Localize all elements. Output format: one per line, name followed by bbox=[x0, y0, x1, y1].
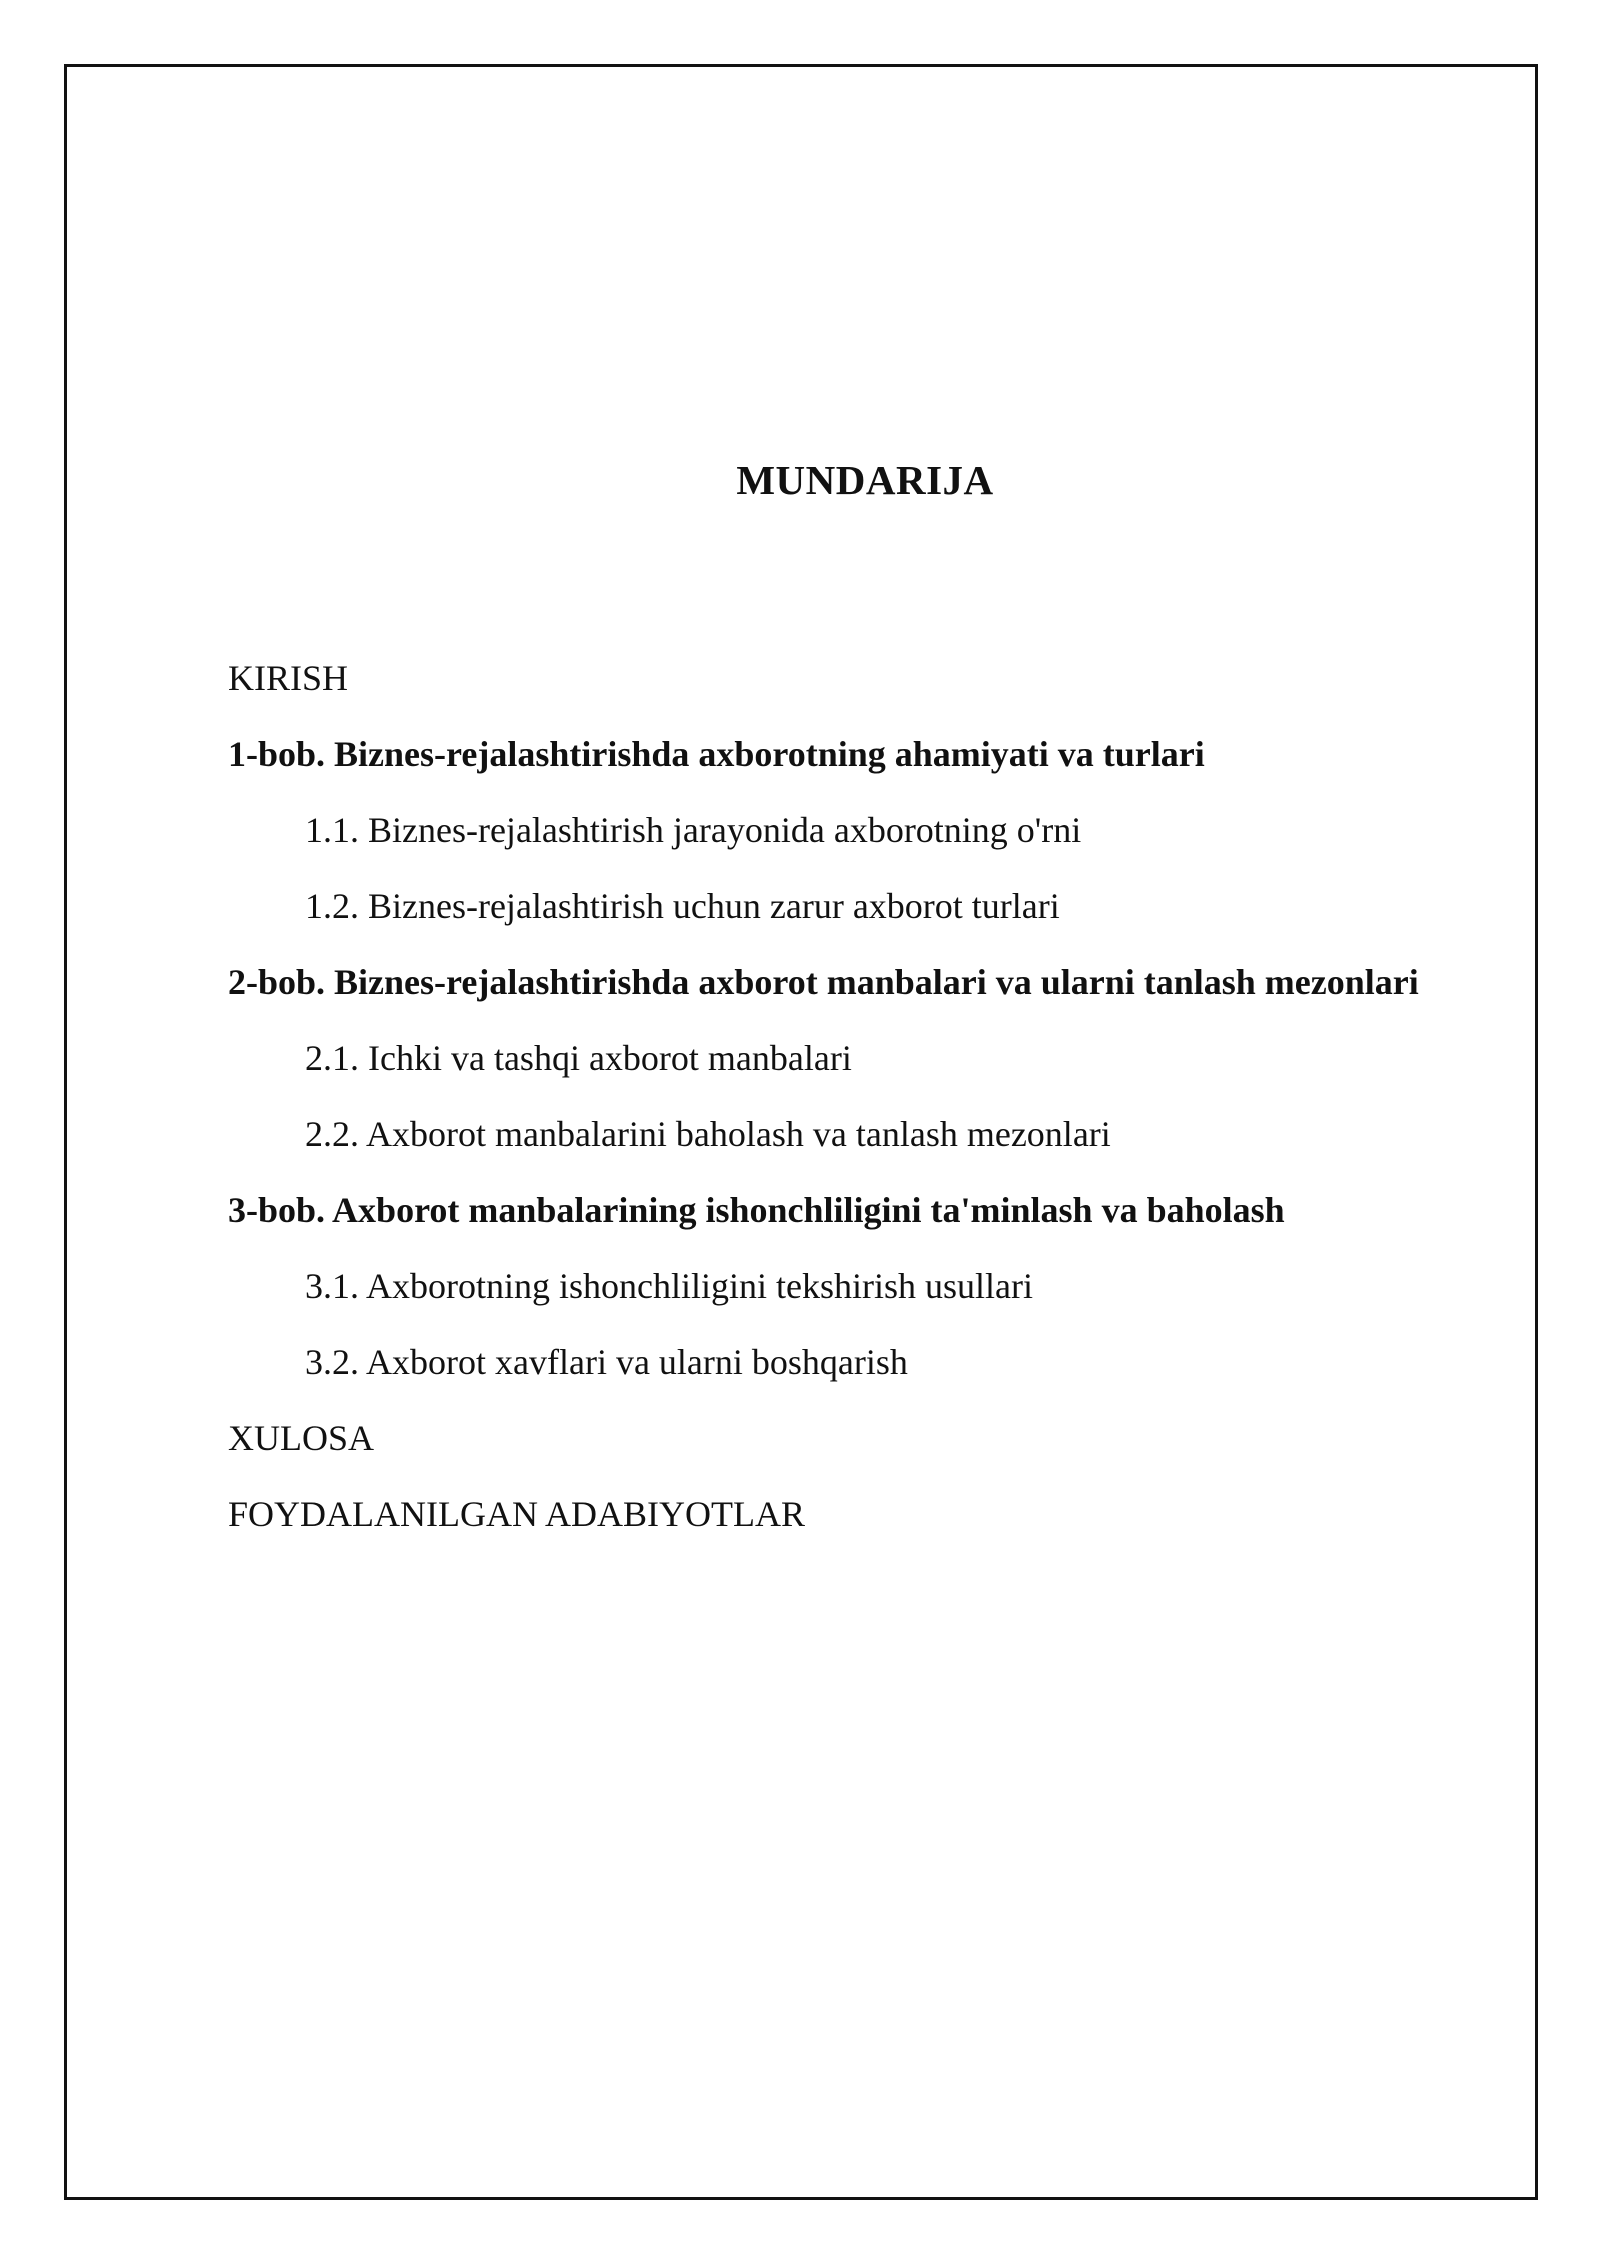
toc-section-1-1: 1.1. Biznes-rejalashtirish jarayonida axborotning o'rni bbox=[305, 810, 1082, 850]
page-title: MUNDARIJA bbox=[736, 457, 994, 503]
toc-section-1-2: 1.2. Biznes-rejalashtirish uchun zarur axborot turlari bbox=[305, 886, 1060, 926]
toc-entry-xulosa: XULOSA bbox=[228, 1418, 375, 1458]
toc-section-3-1: 3.1. Axborotning ishonchliligini tekshirish usullari bbox=[305, 1266, 1033, 1306]
toc-entry-kirish: KIRISH bbox=[228, 658, 349, 698]
toc-section-2-1: 2.1. Ichki va tashqi axborot manbalari bbox=[305, 1038, 852, 1078]
toc-entry-foydalanilgan-adabiyotlar: FOYDALANILGAN ADABIYOTLAR bbox=[228, 1494, 805, 1534]
toc-chapter-3: 3-bob. Axborot manbalarining ishonchliligini ta'minlash va baholash bbox=[228, 1190, 1285, 1230]
toc-section-3-2: 3.2. Axborot xavflari va ularni boshqarish bbox=[305, 1342, 908, 1382]
toc-chapter-2: 2-bob. Biznes-rejalashtirishda axborot manbalari va ularni tanlash mezonlari bbox=[228, 962, 1419, 1002]
toc-section-2-2: 2.2. Axborot manbalarini baholash va tanlash mezonlari bbox=[305, 1114, 1111, 1154]
table-of-contents bbox=[228, 640, 1528, 1552]
toc-chapter-1: 1-bob. Biznes-rejalashtirishda axborotning ahamiyati va turlari bbox=[228, 734, 1205, 774]
